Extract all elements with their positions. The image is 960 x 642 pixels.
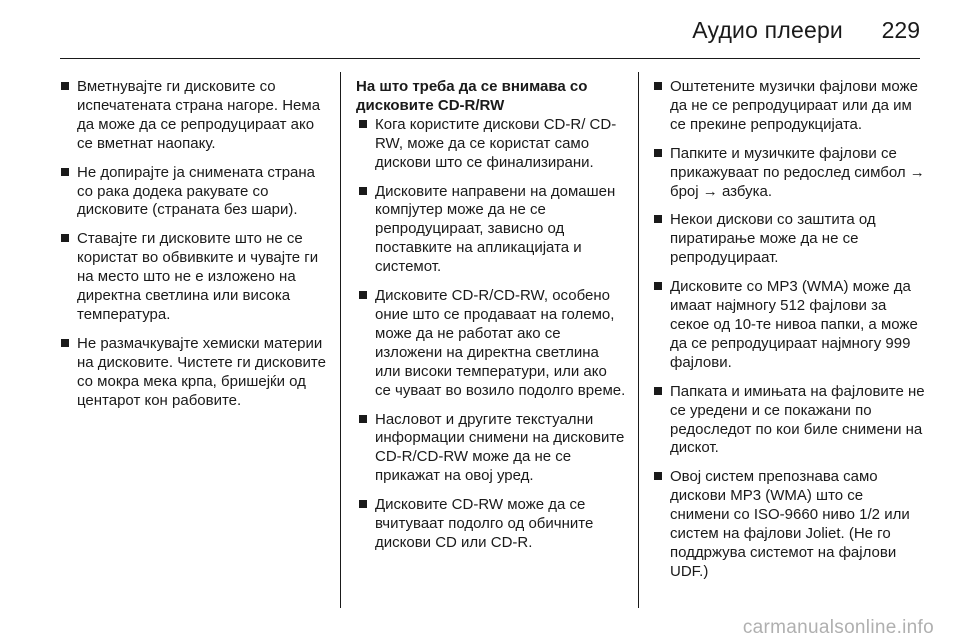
list-item: Кога користите дискови CD-R/ CD-RW, може да се користат само дискови што се финализирани. (358, 116, 626, 173)
list-item: Дисковите CD-R/CD-RW, особено оние што се продаваат на големо, може да не работат ако се изложени на директна светлина или високи температури, или ако се чуваат во возило подолго време. (358, 287, 626, 400)
bullet-list (60, 78, 328, 411)
bullet-square-icon (359, 500, 367, 508)
bullet-square-icon (654, 82, 662, 90)
bullet-square-icon (61, 339, 69, 347)
header-divider (60, 58, 920, 59)
list-item: Дисковите CD-RW може да се вчитуваат подолго од обичните дискови CD или CD-R. (358, 496, 626, 553)
page-header (0, 0, 960, 60)
page-number: 229 (881, 17, 920, 43)
bullet-square-icon (61, 168, 69, 176)
bullet-square-icon (61, 234, 69, 242)
bullet-square-icon (654, 472, 662, 480)
list-item: Папката и имињата на фајловите не се уредени и се покажани по редоследот по кои биле снимени на дискот. (653, 383, 925, 459)
bullet-square-icon (359, 415, 367, 423)
list-item: Вметнувајте ги дисковите со испечатената страна нагоре. Нема да може да се репродуцираат ако се вметнат наопаку. (60, 78, 328, 154)
column-divider-1 (340, 72, 341, 608)
list-item: Папките и музичките фајлови се прикажуваат по редослед симбол → број → азбука. (653, 145, 925, 202)
list-item: Не размачкувајте хемиски материи на дисковите. Чистете ги дисковите со мокра мека крпа, бришејќи од центарот кон рабовите. (60, 335, 328, 411)
column-3 (653, 78, 925, 592)
list-item: Оштетените музички фајлови може да не се репродуцираат или да им се прекине репродукцијата. (653, 78, 925, 135)
list-item: Некои дискови со заштита од пиратирање може да не се репродуцираат. (653, 211, 925, 268)
bullet-square-icon (654, 387, 662, 395)
bullet-square-icon (359, 291, 367, 299)
bullet-list (356, 116, 626, 553)
list-item: Насловот и другите текстуални информации снимени на дисковите CD-R/CD-RW може да не се прикажат на овој уред. (358, 411, 626, 487)
watermark: carmanualsonline.info (742, 617, 934, 638)
bullet-square-icon (61, 82, 69, 90)
list-item: Не допирајте ја снимената страна со рака додека ракувате со дисковите (страната без шари). (60, 164, 328, 221)
bullet-square-icon (359, 120, 367, 128)
section-heading: На што треба да се внимава со дисковите CD-R/RW (356, 78, 588, 114)
column-1 (60, 78, 328, 421)
bullet-square-icon (654, 282, 662, 290)
bullet-square-icon (654, 149, 662, 157)
list-item: Овој систем препознава само дискови MP3 (WMA) што се снимени со ISO-9660 ниво 1/2 или систем на фајлови Joliet. (Не го поддржува системот на фајлови UDF.) (653, 468, 925, 581)
column-2 (356, 78, 626, 563)
bullet-square-icon (359, 187, 367, 195)
bullet-list (653, 78, 925, 582)
list-item: Дисковите направени на домашен компјутер може да не се репродуцираат, зависно од поставките на апликацијата и системот. (358, 183, 626, 278)
page-title: Аудио плеери (692, 17, 843, 43)
list-item: Дисковите со MP3 (WMA) може да имаат најмногу 512 фајлови за секое од 10-те нивоа папки, а може да се репродуцираат најмногу 999 фајлови. (653, 278, 925, 373)
column-divider-2 (638, 72, 639, 608)
list-item: Ставајте ги дисковите што не се користат во обвивките и чувајте ги на место што не е изложено на директна светлина или висока температура. (60, 230, 328, 325)
bullet-square-icon (654, 215, 662, 223)
